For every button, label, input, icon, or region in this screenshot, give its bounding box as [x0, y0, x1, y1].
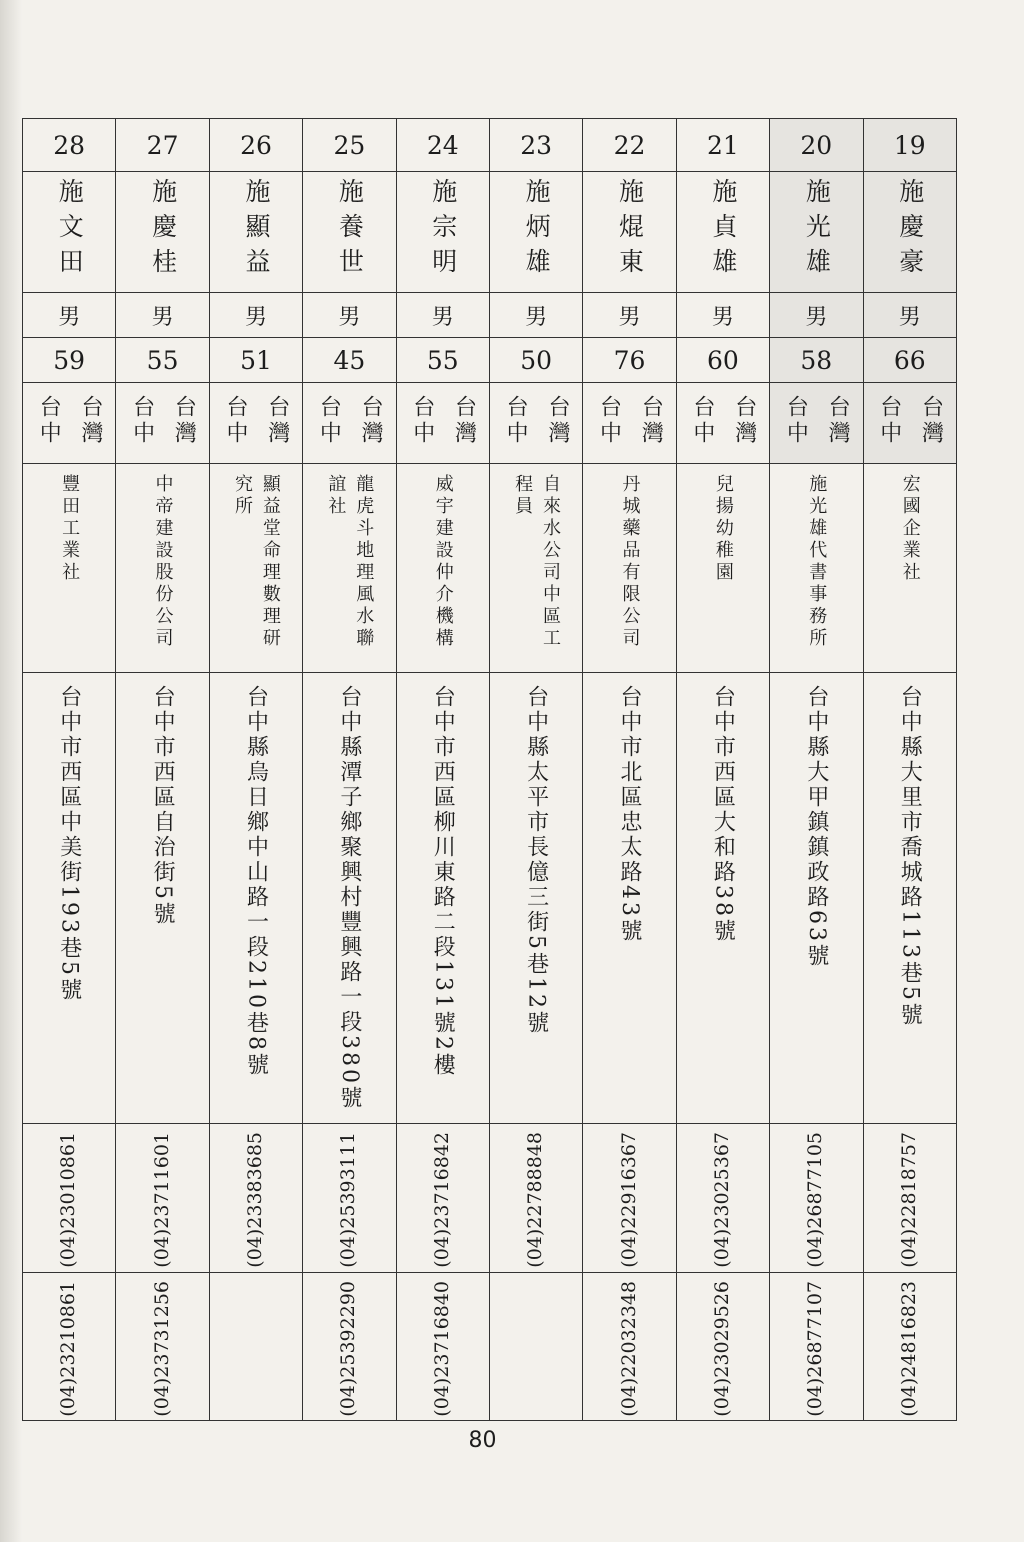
cell-work — [770, 464, 863, 673]
entry-phone-1: (04)23025367 — [710, 1132, 733, 1268]
cell-no — [23, 119, 116, 172]
entry-number: 23 — [520, 130, 553, 160]
entry-number: 22 — [613, 130, 646, 160]
entry-number: 21 — [707, 130, 739, 160]
entry-age: 55 — [426, 345, 459, 375]
cell-name — [583, 172, 676, 293]
cell-address — [23, 673, 116, 1124]
entry-origin: 台灣台中 — [409, 395, 477, 447]
entry-age: 76 — [613, 345, 646, 375]
entry-phone-1: (04)22788848 — [524, 1132, 547, 1268]
entry-number: 24 — [426, 130, 459, 160]
cell-age — [676, 338, 769, 383]
entry-number: 27 — [146, 130, 179, 160]
entry-name: 施光雄 — [802, 177, 832, 283]
cell-name — [863, 172, 956, 293]
row-address — [23, 673, 957, 1124]
cell-sex — [116, 293, 209, 338]
cell-work — [209, 464, 302, 673]
cell-sex — [23, 293, 116, 338]
cell-sex — [209, 293, 302, 338]
entry-age: 55 — [146, 345, 179, 375]
cell-tel2 — [583, 1272, 676, 1421]
entry-address: 台中市西區自治街5號 — [150, 685, 176, 927]
cell-sex — [863, 293, 956, 338]
entry-sex: 男 — [431, 304, 454, 330]
entry-age: 51 — [240, 345, 272, 375]
cell-origin — [770, 383, 863, 464]
entry-workplace: 自來水公司中區工程員 — [512, 474, 562, 650]
entry-number: 26 — [240, 130, 272, 160]
cell-tel2 — [396, 1272, 489, 1421]
cell-no — [489, 119, 582, 172]
page-number: 80 — [468, 1428, 497, 1453]
cell-address — [583, 673, 676, 1124]
entry-phone-1: (04)22916367 — [617, 1132, 640, 1268]
cell-no — [303, 119, 396, 172]
cell-name — [209, 172, 302, 293]
entry-age: 59 — [53, 345, 86, 375]
cell-tel1 — [583, 1124, 676, 1273]
cell-tel1 — [23, 1124, 116, 1273]
cell-sex — [770, 293, 863, 338]
cell-sex — [396, 293, 489, 338]
entry-name: 施養世 — [335, 177, 365, 283]
entry-phone-1: (04)22818757 — [897, 1132, 920, 1268]
cell-origin — [676, 383, 769, 464]
cell-name — [23, 172, 116, 293]
cell-origin — [863, 383, 956, 464]
entry-origin: 台灣台中 — [36, 395, 103, 447]
cell-address — [396, 673, 489, 1124]
entry-sex: 男 — [338, 304, 361, 330]
row-sex — [23, 293, 957, 338]
cell-tel1 — [209, 1124, 302, 1273]
entry-number: 25 — [333, 130, 366, 160]
entry-origin: 台灣台中 — [316, 395, 384, 447]
entry-phone-2: (04)24816823 — [897, 1280, 920, 1417]
cell-address — [676, 673, 769, 1124]
entry-origin: 台灣台中 — [596, 395, 664, 447]
entry-age: 58 — [800, 345, 833, 375]
entry-origin: 台灣台中 — [503, 395, 570, 447]
cell-tel2 — [209, 1272, 302, 1421]
entry-phone-2: (04)23210861 — [57, 1280, 80, 1417]
cell-age — [863, 338, 956, 383]
entry-age: 50 — [520, 345, 553, 375]
cell-tel1 — [396, 1124, 489, 1273]
cell-name — [116, 172, 209, 293]
cell-tel2 — [23, 1272, 116, 1421]
entry-sex: 男 — [618, 304, 641, 330]
entry-phone-2: (04)22032348 — [617, 1280, 640, 1417]
entry-workplace: 兒揚幼稚園 — [712, 474, 734, 584]
entry-phone-1: (04)25393111 — [337, 1132, 360, 1268]
cell-age — [303, 338, 396, 383]
cell-tel2 — [303, 1272, 396, 1421]
cell-no — [396, 119, 489, 172]
entry-sex: 男 — [711, 304, 734, 330]
entry-address: 台中市西區柳川東路二段131號2樓 — [430, 685, 456, 1078]
entry-sex: 男 — [898, 304, 921, 330]
cell-tel1 — [676, 1124, 769, 1273]
row-origin — [23, 383, 957, 464]
entry-name: 施貞雄 — [708, 177, 738, 283]
entry-address: 台中縣大甲鎮鎮政路63號 — [803, 685, 829, 969]
cell-name — [396, 172, 489, 293]
entry-name: 施宗明 — [428, 177, 458, 283]
cell-address — [770, 673, 863, 1124]
cell-tel2 — [489, 1272, 582, 1421]
entry-phone-2: (04)26877107 — [804, 1280, 827, 1417]
entry-sex: 男 — [805, 304, 828, 330]
entry-origin: 台灣台中 — [689, 395, 757, 447]
cell-name — [489, 172, 582, 293]
entry-sex: 男 — [58, 304, 81, 330]
row-tel2 — [23, 1272, 957, 1421]
entry-address: 台中縣太平市長億三街5巷12號 — [523, 685, 549, 1036]
cell-work — [303, 464, 396, 673]
row-age — [23, 338, 957, 383]
cell-no — [676, 119, 769, 172]
cell-origin — [116, 383, 209, 464]
cell-name — [303, 172, 396, 293]
cell-address — [489, 673, 582, 1124]
entry-workplace: 顯益堂命理數理研究所 — [231, 474, 281, 650]
cell-address — [116, 673, 209, 1124]
cell-name — [770, 172, 863, 293]
cell-tel2 — [116, 1272, 209, 1421]
cell-origin — [23, 383, 116, 464]
entry-phone-1: (04)23383685 — [244, 1132, 266, 1268]
entry-address: 台中縣潭子鄉聚興村豐興路一段380號 — [336, 685, 362, 1111]
cell-work — [676, 464, 769, 673]
cell-sex — [489, 293, 582, 338]
cell-tel1 — [116, 1124, 209, 1273]
entry-name: 施炳雄 — [522, 177, 552, 283]
cell-no — [863, 119, 956, 172]
entry-name: 施慶豪 — [895, 177, 925, 283]
cell-no — [770, 119, 863, 172]
entry-address: 台中市西區大和路38號 — [710, 685, 736, 944]
entry-name: 施焜東 — [615, 177, 645, 283]
cell-tel1 — [863, 1124, 956, 1273]
cell-origin — [209, 383, 302, 464]
entry-address: 台中縣大里市喬城路113巷5號 — [897, 685, 923, 1028]
cell-name — [676, 172, 769, 293]
cell-tel1 — [489, 1124, 582, 1273]
entry-workplace: 豐田工業社 — [59, 474, 81, 584]
cell-age — [23, 338, 116, 383]
clan-directory-table — [22, 118, 957, 1421]
cell-age — [396, 338, 489, 383]
cell-address — [209, 673, 302, 1124]
cell-age — [116, 338, 209, 383]
cell-work — [863, 464, 956, 673]
cell-origin — [396, 383, 489, 464]
entry-sex: 男 — [525, 304, 548, 330]
cell-work — [489, 464, 582, 673]
cell-age — [583, 338, 676, 383]
entry-phone-1: (04)23010861 — [57, 1132, 80, 1268]
entry-address: 台中縣烏日鄉中山路一段210巷8號 — [243, 685, 269, 1078]
cell-tel1 — [303, 1124, 396, 1273]
entry-origin: 台灣台中 — [129, 395, 197, 447]
cell-age — [770, 338, 863, 383]
cell-origin — [303, 383, 396, 464]
row-work — [23, 464, 957, 673]
entry-number: 20 — [800, 130, 833, 160]
cell-address — [863, 673, 956, 1124]
entry-phone-2: (04)23029526 — [710, 1280, 733, 1417]
cell-no — [209, 119, 302, 172]
cell-age — [209, 338, 302, 383]
entry-phone-2: (04)25392290 — [337, 1280, 360, 1417]
entry-workplace: 宏國企業社 — [899, 474, 921, 584]
entry-name: 施文田 — [55, 177, 85, 283]
entry-age: 45 — [333, 345, 366, 375]
entry-workplace: 威宇建設仲介機構 — [432, 474, 454, 650]
entry-workplace: 龍虎斗地理風水聯誼社 — [325, 474, 375, 650]
cell-address — [303, 673, 396, 1124]
entry-workplace: 中帝建設股份公司 — [152, 474, 174, 650]
cell-tel2 — [676, 1272, 769, 1421]
entry-address: 台中市北區忠太路43號 — [617, 685, 643, 944]
page-shadow — [0, 0, 22, 1542]
entry-address: 台中市西區中美街193巷5號 — [56, 685, 82, 1003]
entry-sex: 男 — [244, 304, 267, 330]
entry-phone-2: (04)23716840 — [430, 1280, 453, 1417]
cell-sex — [303, 293, 396, 338]
entry-phone-2: (04)23731256 — [150, 1280, 173, 1417]
entry-name: 施慶桂 — [148, 177, 178, 283]
entry-origin: 台灣台中 — [222, 395, 290, 447]
cell-work — [23, 464, 116, 673]
entry-origin: 台灣台中 — [783, 395, 851, 447]
cell-work — [583, 464, 676, 673]
entry-workplace: 丹城藥品有限公司 — [619, 474, 641, 650]
cell-tel2 — [863, 1272, 956, 1421]
entry-number: 28 — [53, 130, 86, 160]
entry-origin: 台灣台中 — [876, 395, 944, 447]
entry-phone-1: (04)23716842 — [430, 1132, 453, 1268]
cell-tel2 — [770, 1272, 863, 1421]
row-no — [23, 119, 957, 172]
cell-sex — [583, 293, 676, 338]
cell-work — [116, 464, 209, 673]
cell-work — [396, 464, 489, 673]
cell-no — [583, 119, 676, 172]
entry-phone-1: (04)23711601 — [150, 1132, 173, 1268]
entry-phone-1: (04)26877105 — [804, 1132, 827, 1268]
cell-origin — [489, 383, 582, 464]
entry-number: 19 — [893, 130, 926, 160]
cell-origin — [583, 383, 676, 464]
entry-workplace: 施光雄代書事務所 — [806, 474, 828, 650]
row-name — [23, 172, 957, 293]
cell-no — [116, 119, 209, 172]
entry-age: 66 — [893, 345, 926, 375]
entry-sex: 男 — [151, 304, 174, 330]
cell-tel1 — [770, 1124, 863, 1273]
row-tel1 — [23, 1124, 957, 1273]
cell-age — [489, 338, 582, 383]
cell-sex — [676, 293, 769, 338]
entry-name: 施顯益 — [241, 177, 271, 283]
entry-age: 60 — [707, 345, 739, 375]
